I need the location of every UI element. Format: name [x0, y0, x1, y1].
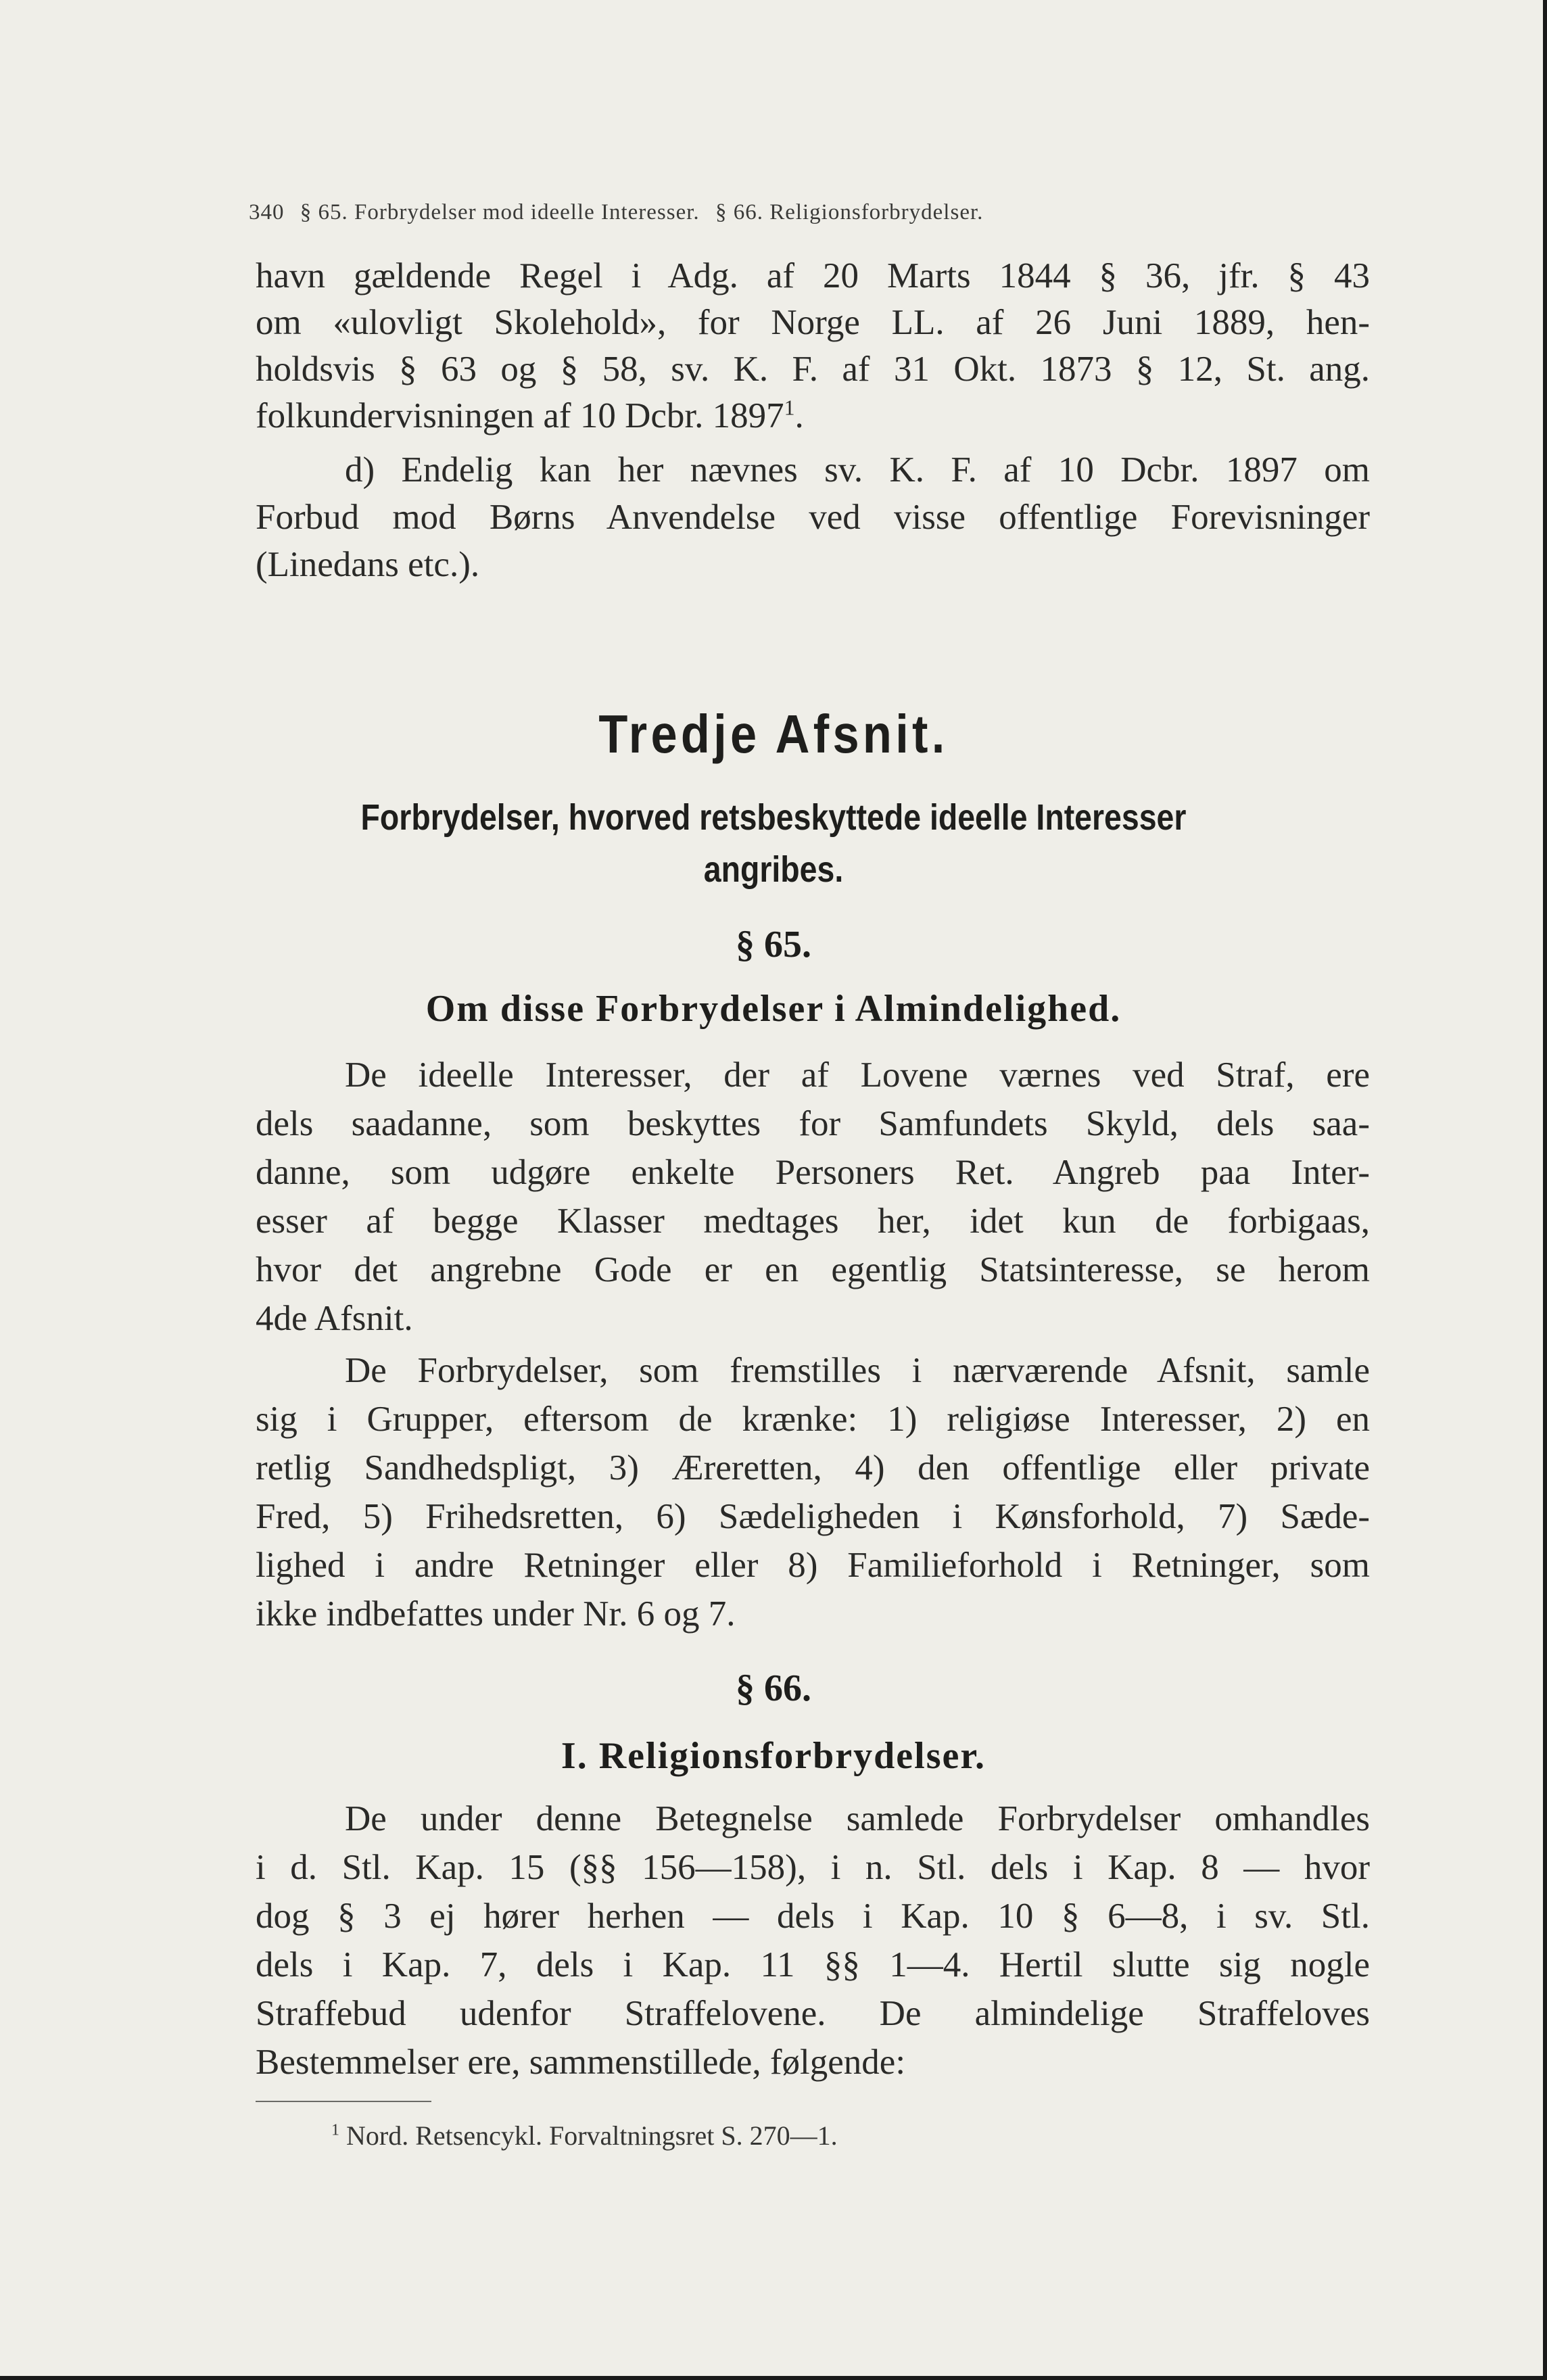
text-line: om «ulovligt Skolehold», for Norge LL. af 26 Juni 1889, hen- [256, 303, 1370, 342]
text-line: hvor det angrebne Gode er en egentlig Statsinteresse, se herom [256, 1250, 1370, 1289]
text-line: folkundervisningen af 10 Dcbr. 1897 [256, 396, 784, 435]
part-title: Tredje Afsnit. [598, 704, 949, 764]
running-head [249, 200, 1317, 225]
text-line: i d. Stl. Kap. 15 (§§ 156—158), i n. Stl. dels i Kap. 8 — hvor [256, 1848, 1370, 1887]
running-head-right: § 66. Religionsforbrydelser. [715, 200, 984, 224]
text-line: dels saadanne, som beskyttes for Samfundets Skyld, dels saa- [256, 1104, 1370, 1143]
part-subtitle-line2: angribes. [703, 849, 844, 890]
text-line: havn gældende Regel i Adg. af 20 Marts 1844 § 36, jfr. § 43 [256, 256, 1370, 295]
text-line: ikke indbefattes under Nr. 6 og 7. [256, 1594, 736, 1634]
footnote-rule [256, 2101, 431, 2102]
text-line: dog § 3 ej hører herhen — dels i Kap. 10 § 6—8, i sv. Stl. [256, 1897, 1370, 1936]
section-66-title: I. Religionsforbrydelser. [561, 1735, 986, 1777]
text-line: Straffebud udenfor Straffelovene. De almindelige Straffeloves [256, 1994, 1370, 2033]
text-line: Bestemmelser ere, sammenstillede, følgende: [256, 2043, 906, 2082]
text-line: dels i Kap. 7, dels i Kap. 11 §§ 1—4. Hertil slutte sig nogle [256, 1945, 1370, 1984]
text-line: d) Endelig kan her nævnes sv. K. F. af 10 Dcbr. 1897 om [345, 450, 1370, 490]
section-65-number: § 65. [736, 924, 811, 966]
text-line: retlig Sandhedspligt, 3) Æreretten, 4) den offentlige eller private [256, 1448, 1370, 1488]
text-line: danne, som udgøre enkelte Personers Ret. Angreb paa Inter- [256, 1153, 1370, 1192]
text-line: sig i Grupper, eftersom de krænke: 1) religiøse Interesser, 2) en [256, 1400, 1370, 1439]
section-66-number: § 66. [736, 1667, 811, 1709]
page-number: 340 [249, 200, 285, 224]
text-line: holdsvis § 63 og § 58, sv. K. F. af 31 Okt. 1873 § 12, St. ang. [256, 350, 1370, 389]
section-65-title: Om disse Forbrydelser i Almindelighed. [425, 988, 1122, 1030]
text-line: De under denne Betegnelse samlede Forbrydelser omhandles [345, 1799, 1370, 1838]
text-line: lighed i andre Retninger eller 8) Familieforhold i Retninger, som [256, 1546, 1370, 1585]
text-line: esser af begge Klasser medtages her, idet kun de forbigaas, [256, 1201, 1370, 1241]
text-line: (Linedans etc.). [256, 545, 480, 584]
footnote [331, 2120, 838, 2151]
part-subtitle-line1: Forbrydelser, hvorved retsbeskyttede ideelle Interesser [360, 797, 1187, 838]
footnote-marker: 1 [331, 2121, 339, 2139]
text-line: Fred, 5) Frihedsretten, 6) Sædeligheden i Kønsforhold, 7) Sæde- [256, 1497, 1370, 1536]
text-line-with-footnote: folkundervisningen af 10 Dcbr. 1897$^1$. [256, 396, 804, 435]
text-line: De Forbrydelser, som fremstilles i nærværende Afsnit, samle [345, 1351, 1370, 1390]
footnote-ref: 1 [784, 396, 795, 420]
footnote-text: Nord. Retsencykl. Forvaltningsret S. 270—1. [346, 2120, 838, 2151]
text-line: De ideelle Interesser, der af Lovene værnes ved Straf, ere [345, 1055, 1370, 1095]
text-line: Forbud mod Børns Anvendelse ved visse offentlige Forevisninger [256, 498, 1370, 537]
running-head-left: § 65. Forbrydelser mod ideelle Interesser. [300, 200, 700, 224]
text-line: 4de Afsnit. [256, 1299, 413, 1338]
